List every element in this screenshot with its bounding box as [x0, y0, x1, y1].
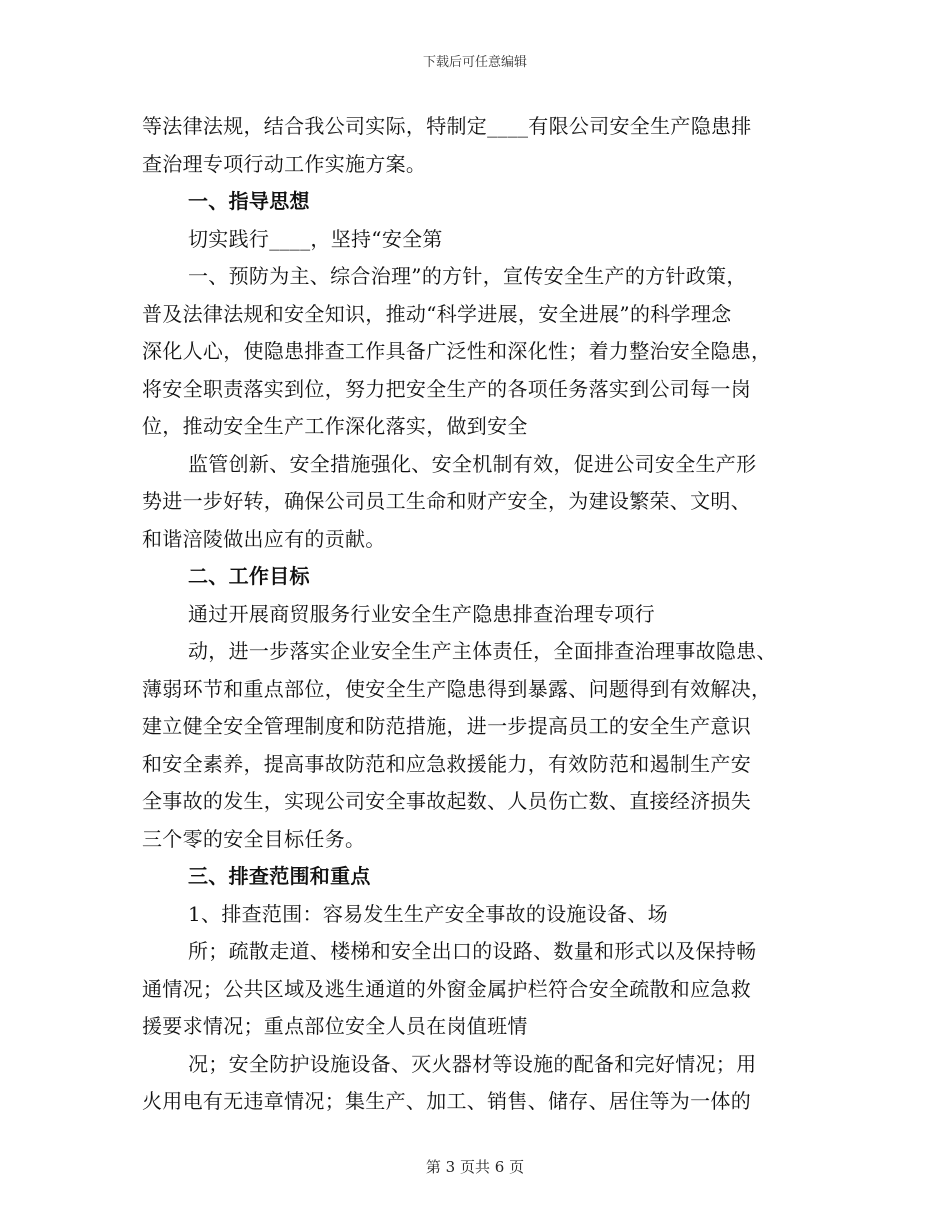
- section-heading: 三、排查范围和重点: [188, 864, 371, 888]
- body-text-line: 动，进一步落实企业安全生产主体责任，全面排查治理事故隐患、: [188, 639, 777, 663]
- body-text-line: 将安全职责落实到位，努力把安全生产的各项任务落实到公司每一岗: [142, 376, 751, 401]
- body-text-line: 通情况；公共区域及逃生通道的外窗金属护栏符合安全疏散和应急救: [142, 976, 751, 1001]
- body-text-line: 切实践行____，坚持“安全第: [188, 226, 443, 251]
- body-text-line: 和安全素养，提高事故防范和应急救援能力，有效防范和遏制生产安: [142, 751, 751, 776]
- body-text-line: 位，推动安全生产工作深化落实，做到安全: [142, 414, 528, 438]
- body-text-line: 深化人心，使隐患排查工作具备广泛性和深化性；着力整治安全隐患，: [142, 339, 772, 363]
- body-text-line: 监管创新、安全措施强化、安全机制有效，促进公司安全生产形: [188, 451, 757, 476]
- body-text-line: 1、排查范围：容易发生生产安全事故的设施设备、场: [188, 901, 668, 926]
- body-text-line: 等法律法规，结合我公司实际，特制定____有限公司安全生产隐患排: [142, 114, 752, 138]
- body-text-line: 况；安全防护设施设备、灭火器材等设施的配备和完好情况；用: [188, 1051, 757, 1076]
- body-text-line: 通过开展商贸服务行业安全生产隐患排查治理专项行: [188, 601, 655, 626]
- body-text-line: 全事故的发生，实现公司安全事故起数、人员伤亡数、直接经济损失: [142, 789, 751, 813]
- body-text-line: 查治理专项行动工作实施方案。: [142, 151, 427, 176]
- body-text-line: 所；疏散走道、楼梯和安全出口的设路、数量和形式以及保持畅: [188, 939, 757, 963]
- body-text-line: 普及法律法规和安全知识，推动“科学进展，安全进展”的科学理念: [142, 301, 732, 326]
- section-heading: 一、指导思想: [188, 189, 310, 213]
- body-text-line: 薄弱环节和重点部位，使安全生产隐患得到暴露、问题得到有效解决，: [142, 676, 772, 701]
- body-text-line: 势进一步好转，确保公司员工生命和财产安全，为建设繁荣、文明、: [142, 489, 751, 513]
- body-text-line: 火用电有无违章情况；集生产、加工、销售、储存、居住等为一体的: [142, 1089, 751, 1113]
- page-header: 下载后可任意编辑: [422, 55, 527, 70]
- body-text-line: 和谐涪陵做出应有的贡献。: [142, 526, 386, 551]
- body-text-line: 援要求情况；重点部位安全人员在岗值班情: [142, 1014, 528, 1038]
- body-text-line: 一、预防为主、综合治理”的方针，宣传安全生产的方针政策，: [188, 264, 747, 288]
- body-text-line: 建立健全安全管理制度和防范措施，进一步提高员工的安全生产意识: [142, 714, 751, 738]
- page-footer: 第 3 页共 6 页: [425, 1158, 525, 1176]
- body-text-line: 三个零的安全目标任务。: [142, 826, 366, 851]
- section-heading: 二、工作目标: [188, 564, 310, 588]
- document-body: [142, 108, 822, 1121]
